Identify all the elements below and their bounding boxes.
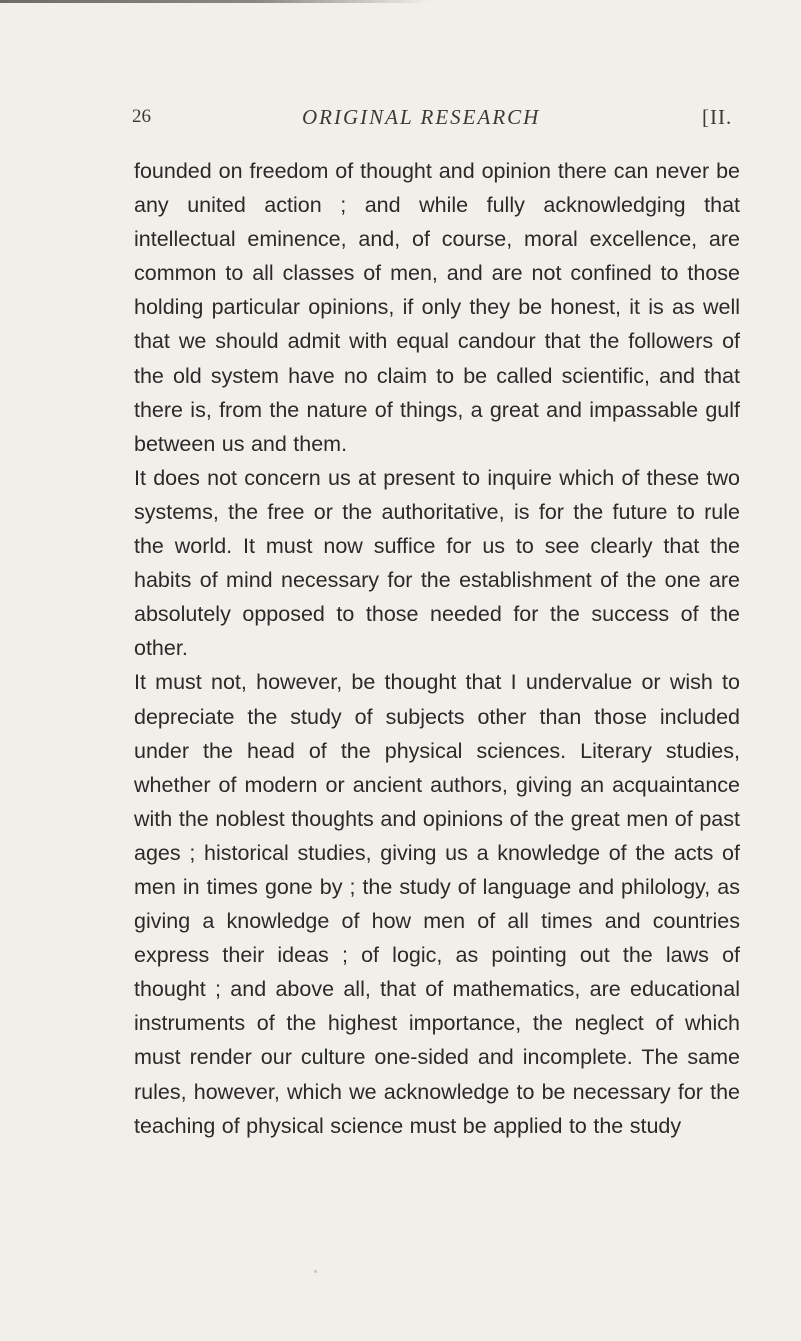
page-header — [132, 106, 742, 136]
running-head: ORIGINAL RESEARCH — [302, 105, 541, 129]
paragraph: founded on freedom of thought and opinion there can never be any united action ; and while fully acknowledging that intellectual eminence, and, of course, moral excellence, are common to all classes of men, and are not confined to those holding particular opinions, if only they be honest, it is as well that we should admit with equal candour that the followers of the old system have no claim to be called scientific, and that there is, from the nature of things, a great and impassable gulf between us and them. — [134, 159, 740, 456]
paragraph: It does not concern us at present to inquire which of these two systems, the free or the authoritative, is for the future to rule the world. It must now suffice for us to see clearly that the habits of mind necessary for the establishment of the one are absolutely opposed to those needed for the success of the other. — [134, 465, 740, 661]
paper-speck — [314, 1270, 317, 1273]
section-mark: [II. — [702, 105, 733, 129]
paragraph: It must not, however, be thought that I undervalue or wish to depreciate the study of subjects other than those included under the head of the physical sciences. Literary studies, whether of modern or ancient authors, giving an acquaintance with the noblest thoughts and opinions of the great men of past ages ; historical studies, giving us a knowledge of the acts of men in times gone by ; the study of language and philology, as giving a knowledge of how men of all times and countries express their ideas ; of logic, as pointing out the laws of thought ; and above all, that of mathematics, are educational instruments of the highest importance, the neglect of which must render our culture one-sided and incomplete. The same rules, however, which we acknowledge to be necessary for the teaching of physical science must be applied to the study — [134, 670, 740, 1138]
top-edge-shadow — [0, 0, 430, 3]
body-text — [134, 154, 740, 1143]
page-number: 26 — [132, 106, 151, 127]
